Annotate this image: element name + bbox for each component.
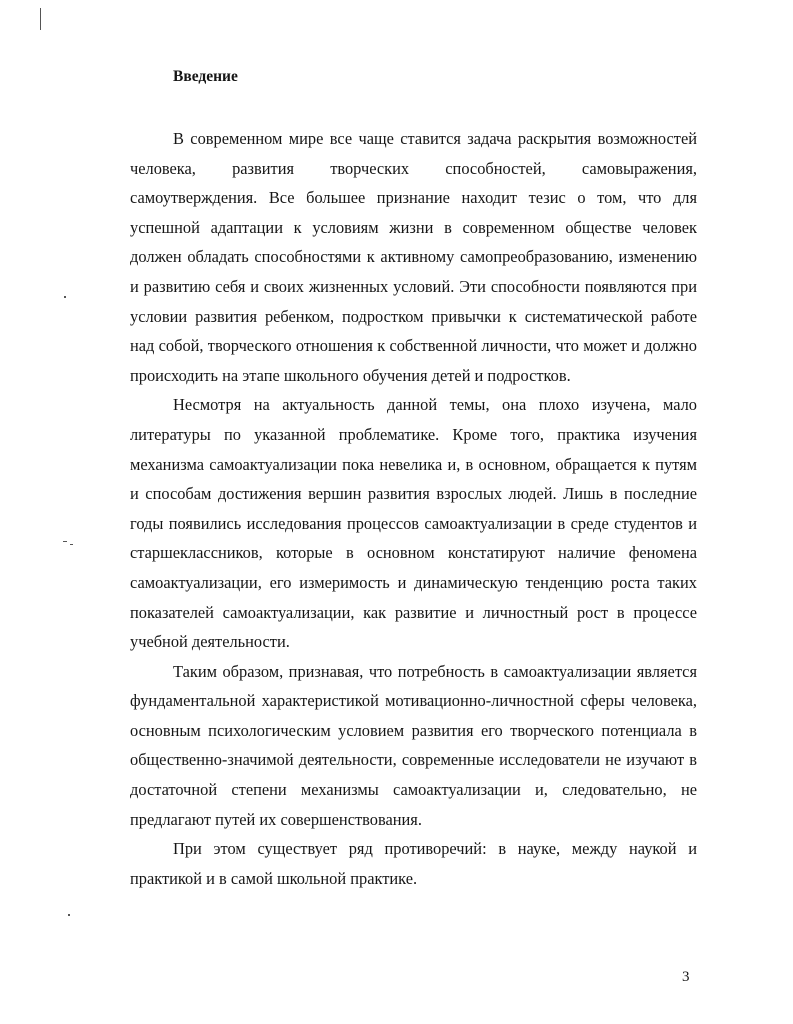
paragraph: В современном мире все чаще ставится задача раскрытия возможностей человека, развития творческих способностей, самовыражения, самоутверждения. Все большее признание находит тезис о том, что для успешной адаптации к условиям жизни в современном обществе человек должен обладать способностями к активному самопреобразованию, изменению и развитию себя и своих жизненных условий. Эти способности появляются при условии развития ребенком, подростком привычки к систематической работе над собой, творческого отношения к собственной личности, что может и должно происходить на этапе школьного обучения детей и подростков. — [130, 129, 697, 385]
scan-artifact — [64, 296, 66, 298]
body-text — [130, 124, 697, 893]
scan-artifact — [40, 8, 41, 30]
section-heading: Введение — [173, 68, 238, 85]
scan-artifact — [63, 541, 67, 542]
scan-artifact — [70, 544, 73, 545]
page-number: 3 — [682, 969, 690, 985]
scan-artifact — [68, 914, 70, 916]
paragraph: Таким образом, признавая, что потребность в самоактуализации является фундаментальной характеристикой мотивационно-личностной сферы человека, основным психологическим условием развития его творческого потенциала в общественно-значимой деятельности, современные исследователи не изучают в достаточной степени механизмы самоактуализации и, следовательно, не предлагают путей их совершенствования. — [130, 661, 697, 829]
paragraph: Несмотря на актуальность данной темы, она плохо изучена, мало литературы по указанной проблематике. Кроме того, практика изучения механизма самоактуализации пока невелика и, в основном, обращается к путям и способам достижения вершин развития взрослых людей. Лишь в последние годы появились исследования процессов самоактуализации в среде студентов и старшеклассников, которые в основном констатируют наличие феномена самоактуализации, его измеримость и динамическую тенденцию роста таких показателей самоактуализации, как развитие и личностный рост в процессе учебной деятельности. — [130, 395, 697, 652]
paragraph: При этом существует ряд противоречий: в науке, между наукой и практикой и в самой школьной практике. — [130, 839, 697, 888]
